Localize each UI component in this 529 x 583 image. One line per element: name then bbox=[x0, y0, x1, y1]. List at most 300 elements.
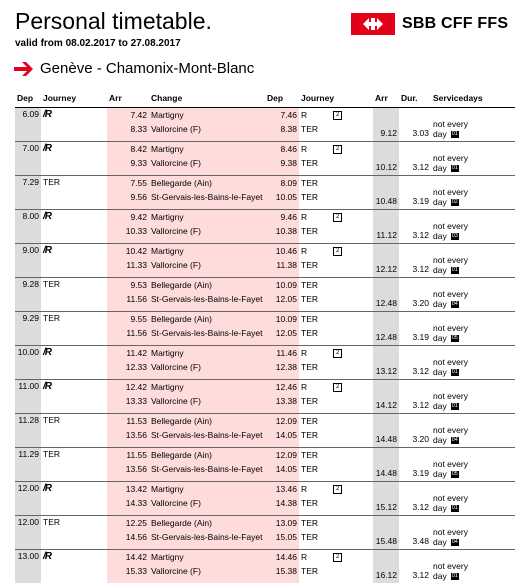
servicedays-badge[interactable]: 01 bbox=[451, 267, 459, 274]
servicedays bbox=[431, 380, 515, 414]
change-journey-1 bbox=[301, 382, 371, 392]
servicedays bbox=[431, 244, 515, 278]
ir-train-icon: /R bbox=[43, 144, 51, 154]
duration-value: 3.19 bbox=[401, 332, 429, 342]
change-station-1: Bellegarde (Ain) bbox=[151, 314, 263, 324]
servicedays-line bbox=[433, 129, 513, 139]
change-station-1: Bellegarde (Ain) bbox=[151, 450, 263, 460]
change-arr-2: 9.33 bbox=[109, 158, 147, 168]
change-dep bbox=[265, 516, 299, 532]
change-arr-1: 11.53 bbox=[109, 416, 147, 426]
col-arr2: Arr bbox=[373, 91, 399, 108]
change-arr bbox=[107, 430, 149, 448]
table-row bbox=[15, 380, 515, 397]
dep-value: 7.29 bbox=[17, 177, 39, 187]
change-arr bbox=[107, 464, 149, 482]
change-dep bbox=[265, 498, 299, 516]
servicedays-text: not every bbox=[433, 255, 513, 265]
journey bbox=[41, 448, 107, 482]
journey-label: R bbox=[301, 552, 307, 562]
dep-time bbox=[15, 448, 41, 482]
arr-value: 14.48 bbox=[375, 468, 397, 478]
change-station-1: Martigny bbox=[151, 484, 263, 494]
servicedays bbox=[431, 210, 515, 244]
change-arr bbox=[107, 516, 149, 532]
change-dep-2: 14.05 bbox=[267, 430, 297, 440]
change-station bbox=[149, 294, 265, 312]
change-dep-1: 12.09 bbox=[267, 450, 297, 460]
change-journey-1 bbox=[301, 144, 371, 154]
col-dep: Dep bbox=[15, 91, 41, 108]
servicedays-line bbox=[433, 333, 513, 343]
change-arr-2: 11.33 bbox=[109, 260, 147, 270]
journey bbox=[41, 108, 107, 142]
change-station bbox=[149, 260, 265, 278]
change-station bbox=[149, 192, 265, 210]
arr-time bbox=[373, 346, 399, 380]
change-dep-2: 14.38 bbox=[267, 498, 297, 508]
change-dep bbox=[265, 464, 299, 482]
journey bbox=[41, 482, 107, 516]
servicedays bbox=[431, 346, 515, 380]
table-row bbox=[15, 176, 515, 192]
change-journey bbox=[299, 550, 373, 567]
change-journey bbox=[299, 346, 373, 363]
arr-time bbox=[373, 176, 399, 210]
servicedays-day: day bbox=[433, 435, 447, 445]
servicedays-badge[interactable]: 05 bbox=[451, 471, 459, 478]
change-arr bbox=[107, 328, 149, 346]
change-station bbox=[149, 498, 265, 516]
change-dep bbox=[265, 260, 299, 278]
change-dep-1: 10.46 bbox=[267, 246, 297, 256]
journey bbox=[41, 346, 107, 380]
arr-time bbox=[373, 108, 399, 142]
change-dep-1: 7.46 bbox=[267, 110, 297, 120]
change-journey-1 bbox=[301, 280, 371, 290]
table-row bbox=[15, 142, 515, 159]
change-station bbox=[149, 430, 265, 448]
page-title: Personal timetable. bbox=[15, 8, 212, 35]
journey bbox=[41, 210, 107, 244]
change-arr-2: 8.33 bbox=[109, 124, 147, 134]
change-arr-2: 13.56 bbox=[109, 464, 147, 474]
servicedays-badge[interactable]: 01 bbox=[451, 573, 459, 580]
second-class-icon: 2 bbox=[333, 485, 342, 494]
servicedays-badge[interactable]: 05 bbox=[451, 335, 459, 342]
servicedays-badge[interactable]: 01 bbox=[451, 131, 459, 138]
dep-time bbox=[15, 312, 41, 346]
duration bbox=[399, 482, 431, 516]
change-arr bbox=[107, 566, 149, 583]
journey-label: R bbox=[301, 110, 307, 120]
duration bbox=[399, 176, 431, 210]
change-journey-2: TER bbox=[301, 430, 371, 440]
dep-value: 13.00 bbox=[17, 551, 39, 561]
duration-value: 3.03 bbox=[401, 128, 429, 138]
change-dep-1: 10.09 bbox=[267, 314, 297, 324]
arr-value: 11.12 bbox=[375, 230, 397, 240]
duration bbox=[399, 210, 431, 244]
servicedays-text: not every bbox=[433, 561, 513, 571]
change-dep-1: 14.46 bbox=[267, 552, 297, 562]
change-dep-2: 10.05 bbox=[267, 192, 297, 202]
change-station bbox=[149, 396, 265, 414]
table-row bbox=[15, 278, 515, 294]
dep-value: 6.09 bbox=[17, 109, 39, 119]
change-arr-1: 7.55 bbox=[109, 178, 147, 188]
change-station bbox=[149, 346, 265, 363]
change-station-2: Vallorcine (F) bbox=[151, 498, 263, 508]
change-journey bbox=[299, 294, 373, 312]
servicedays-badge[interactable]: 01 bbox=[451, 403, 459, 410]
servicedays-line bbox=[433, 231, 513, 241]
arr-value: 12.12 bbox=[375, 264, 397, 274]
change-arr-1: 11.42 bbox=[109, 348, 147, 358]
servicedays-day: day bbox=[433, 401, 447, 411]
change-dep bbox=[265, 108, 299, 125]
change-dep-1: 11.46 bbox=[267, 348, 297, 358]
servicedays-badge[interactable]: 04 bbox=[451, 539, 459, 546]
change-dep-1: 8.46 bbox=[267, 144, 297, 154]
change-station bbox=[149, 448, 265, 464]
journey-label: TER bbox=[43, 177, 105, 187]
servicedays-text: not every bbox=[433, 153, 513, 163]
col-journey: Journey bbox=[41, 91, 107, 108]
journey bbox=[41, 380, 107, 414]
arr-time bbox=[373, 278, 399, 312]
change-station-2: Vallorcine (F) bbox=[151, 396, 263, 406]
arr-time bbox=[373, 244, 399, 278]
change-journey-2: TER bbox=[301, 566, 371, 576]
journey-label: TER bbox=[43, 279, 105, 289]
servicedays-badge[interactable]: 04 bbox=[451, 437, 459, 444]
dep-time bbox=[15, 380, 41, 414]
change-journey-1 bbox=[301, 416, 371, 426]
journey-label: R bbox=[301, 144, 307, 154]
change-dep-2: 10.38 bbox=[267, 226, 297, 236]
servicedays bbox=[431, 516, 515, 550]
duration-value: 3.12 bbox=[401, 264, 429, 274]
arr-value: 14.48 bbox=[375, 434, 397, 444]
change-arr bbox=[107, 260, 149, 278]
change-dep bbox=[265, 430, 299, 448]
change-station-1: Martigny bbox=[151, 110, 263, 120]
journey-label: TER bbox=[43, 313, 105, 323]
change-arr bbox=[107, 362, 149, 380]
servicedays bbox=[431, 448, 515, 482]
servicedays-text: not every bbox=[433, 323, 513, 333]
arr-time bbox=[373, 210, 399, 244]
change-station bbox=[149, 464, 265, 482]
arr-time bbox=[373, 482, 399, 516]
change-arr bbox=[107, 380, 149, 397]
change-journey-2: TER bbox=[301, 362, 371, 372]
journey-label: R bbox=[301, 484, 307, 494]
change-arr bbox=[107, 498, 149, 516]
change-journey bbox=[299, 566, 373, 583]
journey bbox=[41, 516, 107, 550]
change-journey-1 bbox=[301, 348, 371, 358]
servicedays-line bbox=[433, 503, 513, 513]
arr-value: 13.12 bbox=[375, 366, 397, 376]
servicedays-text: not every bbox=[433, 289, 513, 299]
servicedays-text: not every bbox=[433, 493, 513, 503]
change-arr-1: 12.42 bbox=[109, 382, 147, 392]
change-dep bbox=[265, 176, 299, 192]
change-station bbox=[149, 414, 265, 430]
servicedays-day: day bbox=[433, 367, 447, 377]
change-dep bbox=[265, 142, 299, 159]
change-dep-2: 12.38 bbox=[267, 362, 297, 372]
change-station-2: St-Gervais-les-Bains-le-Fayet bbox=[151, 294, 263, 304]
arr-value: 16.12 bbox=[375, 570, 397, 580]
change-journey bbox=[299, 158, 373, 176]
change-dep bbox=[265, 278, 299, 294]
change-arr bbox=[107, 210, 149, 227]
change-arr bbox=[107, 158, 149, 176]
duration-value: 3.12 bbox=[401, 162, 429, 172]
logo-text: SBB CFF FFS bbox=[402, 15, 508, 33]
ir-train-icon: /R bbox=[43, 348, 51, 358]
servicedays-text: not every bbox=[433, 119, 513, 129]
change-dep-2: 15.05 bbox=[267, 532, 297, 542]
change-dep bbox=[265, 124, 299, 142]
change-dep bbox=[265, 294, 299, 312]
change-station bbox=[149, 176, 265, 192]
change-journey-1 bbox=[301, 552, 371, 562]
servicedays bbox=[431, 176, 515, 210]
change-dep-1: 12.09 bbox=[267, 416, 297, 426]
sbb-logo bbox=[351, 13, 508, 35]
servicedays-day: day bbox=[433, 197, 447, 207]
servicedays-badge[interactable]: 02 bbox=[451, 199, 459, 206]
change-arr bbox=[107, 142, 149, 159]
change-dep-2: 12.05 bbox=[267, 294, 297, 304]
arr-value: 14.12 bbox=[375, 400, 397, 410]
duration-value: 3.19 bbox=[401, 196, 429, 206]
col-servicedays: Servicedays bbox=[431, 91, 515, 108]
dep-time bbox=[15, 108, 41, 142]
change-arr bbox=[107, 108, 149, 125]
change-station bbox=[149, 142, 265, 159]
second-class-icon: 2 bbox=[333, 111, 342, 120]
duration bbox=[399, 380, 431, 414]
servicedays bbox=[431, 482, 515, 516]
table-row bbox=[15, 210, 515, 227]
change-station-2: Vallorcine (F) bbox=[151, 260, 263, 270]
journey-label: TER bbox=[301, 518, 318, 528]
duration bbox=[399, 278, 431, 312]
table-header bbox=[15, 91, 515, 108]
arr-value: 15.12 bbox=[375, 502, 397, 512]
change-arr bbox=[107, 396, 149, 414]
arr-value: 15.48 bbox=[375, 536, 397, 546]
arr-time bbox=[373, 516, 399, 550]
change-journey bbox=[299, 176, 373, 192]
change-station bbox=[149, 210, 265, 227]
servicedays-line bbox=[433, 367, 513, 377]
change-arr-1: 9.53 bbox=[109, 280, 147, 290]
route-title bbox=[14, 60, 254, 77]
dep-time bbox=[15, 482, 41, 516]
change-arr-2: 11.56 bbox=[109, 328, 147, 338]
arr-value: 12.48 bbox=[375, 298, 397, 308]
servicedays-text: not every bbox=[433, 527, 513, 537]
journey-label: R bbox=[301, 348, 307, 358]
change-journey-2: TER bbox=[301, 124, 371, 134]
change-station bbox=[149, 312, 265, 328]
dep-time bbox=[15, 142, 41, 176]
servicedays-line bbox=[433, 265, 513, 275]
change-journey-2: TER bbox=[301, 158, 371, 168]
change-station bbox=[149, 566, 265, 583]
change-dep bbox=[265, 362, 299, 380]
change-dep bbox=[265, 328, 299, 346]
servicedays bbox=[431, 278, 515, 312]
change-journey-2: TER bbox=[301, 498, 371, 508]
change-arr-2: 9.56 bbox=[109, 192, 147, 202]
duration-value: 3.20 bbox=[401, 434, 429, 444]
servicedays-badge[interactable]: 03 bbox=[451, 233, 459, 240]
duration bbox=[399, 346, 431, 380]
change-journey bbox=[299, 244, 373, 261]
change-arr bbox=[107, 414, 149, 430]
change-arr bbox=[107, 312, 149, 328]
change-journey bbox=[299, 498, 373, 516]
change-arr-1: 10.42 bbox=[109, 246, 147, 256]
servicedays-text: not every bbox=[433, 459, 513, 469]
change-station-2: St-Gervais-les-Bains-le-Fayet bbox=[151, 532, 263, 542]
dep-value: 12.00 bbox=[17, 483, 39, 493]
dep-value: 11.29 bbox=[17, 449, 39, 459]
change-arr bbox=[107, 532, 149, 550]
duration bbox=[399, 312, 431, 346]
change-station-1: Bellegarde (Ain) bbox=[151, 280, 263, 290]
arr-time bbox=[373, 414, 399, 448]
change-dep-2: 13.38 bbox=[267, 396, 297, 406]
journey-label: R bbox=[301, 246, 307, 256]
servicedays-day: day bbox=[433, 299, 447, 309]
change-station-2: Vallorcine (F) bbox=[151, 362, 263, 372]
servicedays-badge[interactable]: 04 bbox=[451, 301, 459, 308]
change-arr bbox=[107, 482, 149, 499]
change-dep-2: 12.05 bbox=[267, 328, 297, 338]
dep-time bbox=[15, 176, 41, 210]
change-station-2: St-Gervais-les-Bains-le-Fayet bbox=[151, 192, 263, 202]
arr-value: 9.12 bbox=[375, 128, 397, 138]
duration-value: 3.12 bbox=[401, 570, 429, 580]
dep-time bbox=[15, 516, 41, 550]
servicedays-day: day bbox=[433, 265, 447, 275]
col-dep2: Dep bbox=[265, 91, 299, 108]
change-dep bbox=[265, 482, 299, 499]
change-journey bbox=[299, 260, 373, 278]
journey-label: TER bbox=[301, 314, 318, 324]
change-station-1: Martigny bbox=[151, 348, 263, 358]
servicedays-text: not every bbox=[433, 357, 513, 367]
sbb-flag-icon bbox=[351, 13, 395, 35]
change-station-1: Martigny bbox=[151, 212, 263, 222]
second-class-icon: 2 bbox=[333, 213, 342, 222]
duration bbox=[399, 244, 431, 278]
second-class-icon: 2 bbox=[333, 553, 342, 562]
change-dep-2: 11.38 bbox=[267, 260, 297, 270]
change-station-1: Martigny bbox=[151, 246, 263, 256]
change-station-1: Martigny bbox=[151, 144, 263, 154]
change-station-1: Martigny bbox=[151, 382, 263, 392]
dep-value: 12.00 bbox=[17, 517, 39, 527]
journey-label: TER bbox=[301, 280, 318, 290]
change-journey-1 bbox=[301, 246, 371, 256]
change-station-2: St-Gervais-les-Bains-le-Fayet bbox=[151, 328, 263, 338]
change-dep-1: 10.09 bbox=[267, 280, 297, 290]
change-journey-2: TER bbox=[301, 260, 371, 270]
journey-label: TER bbox=[43, 415, 105, 425]
route-text: Genève - Chamonix-Mont-Blanc bbox=[40, 60, 254, 77]
journey bbox=[41, 176, 107, 210]
change-dep-1: 13.09 bbox=[267, 518, 297, 528]
servicedays-badge[interactable]: 01 bbox=[451, 505, 459, 512]
servicedays bbox=[431, 550, 515, 583]
servicedays-badge[interactable]: 01 bbox=[451, 369, 459, 376]
ir-train-icon: /R bbox=[43, 484, 51, 494]
change-station-2: St-Gervais-les-Bains-le-Fayet bbox=[151, 430, 263, 440]
journey-label: TER bbox=[301, 416, 318, 426]
change-journey-2: TER bbox=[301, 464, 371, 474]
change-journey bbox=[299, 380, 373, 397]
servicedays bbox=[431, 142, 515, 176]
arrow-right-icon bbox=[14, 61, 36, 77]
change-dep-2: 14.05 bbox=[267, 464, 297, 474]
change-journey-2: TER bbox=[301, 294, 371, 304]
change-journey-1 bbox=[301, 518, 371, 528]
servicedays-day: day bbox=[433, 571, 447, 581]
servicedays-day: day bbox=[433, 333, 447, 343]
ir-train-icon: /R bbox=[43, 246, 51, 256]
change-station bbox=[149, 550, 265, 567]
second-class-icon: 2 bbox=[333, 145, 342, 154]
ir-train-icon: /R bbox=[43, 382, 51, 392]
change-station bbox=[149, 482, 265, 499]
table-row bbox=[15, 414, 515, 430]
change-station bbox=[149, 244, 265, 261]
servicedays-badge[interactable]: 01 bbox=[451, 165, 459, 172]
change-arr bbox=[107, 244, 149, 261]
col-change: Change bbox=[149, 91, 265, 108]
change-journey bbox=[299, 482, 373, 499]
change-journey bbox=[299, 430, 373, 448]
change-station-1: Bellegarde (Ain) bbox=[151, 178, 263, 188]
change-arr bbox=[107, 448, 149, 464]
servicedays-day: day bbox=[433, 129, 447, 139]
dep-value: 9.29 bbox=[17, 313, 39, 323]
duration-value: 3.19 bbox=[401, 468, 429, 478]
change-arr bbox=[107, 124, 149, 142]
servicedays bbox=[431, 414, 515, 448]
change-journey-2: TER bbox=[301, 532, 371, 542]
change-journey bbox=[299, 414, 373, 430]
change-journey-1 bbox=[301, 178, 371, 188]
change-arr bbox=[107, 176, 149, 192]
journey-label: TER bbox=[301, 178, 318, 188]
journey-label: TER bbox=[43, 449, 105, 459]
second-class-icon: 2 bbox=[333, 383, 342, 392]
change-dep bbox=[265, 192, 299, 210]
duration bbox=[399, 550, 431, 583]
change-arr-1: 14.42 bbox=[109, 552, 147, 562]
ir-train-icon: /R bbox=[43, 110, 51, 120]
